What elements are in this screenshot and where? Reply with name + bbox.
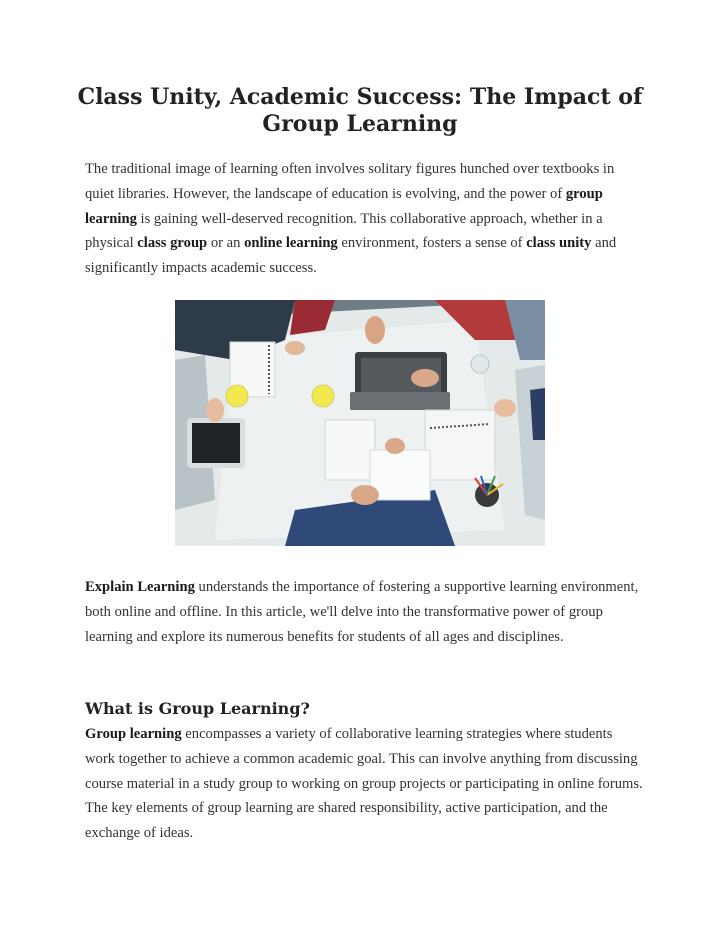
- hand-writing: [385, 438, 405, 454]
- explain-text: understands the importance of fostering a supportive learning environment, both online and offline. In this article, we'll delve into the transformative power of group learning and explore its numerous benefits for students of all ages and disciplines.: [85, 579, 639, 645]
- intro-text-4: environment, fosters a sense of: [337, 235, 527, 252]
- hand-left: [206, 398, 224, 422]
- tablet-screen: [192, 423, 240, 463]
- intro-text-1: The traditional image of learning often involves solitary figures hunched over textbooks in quiet libraries. However, the landscape of education is evolving, and the power of: [85, 161, 615, 202]
- section-bold-group-learning: Group learning: [85, 726, 182, 742]
- juice-glass-1: [226, 385, 248, 407]
- intro-bold-online-learning: online learning: [244, 235, 338, 252]
- group-study-photo: [175, 300, 545, 546]
- section-paragraph: [85, 722, 645, 846]
- section-heading: What is Group Learning?: [85, 699, 310, 718]
- hand-on-laptop: [411, 369, 439, 387]
- title-line-2: Group Learning: [262, 111, 458, 137]
- photo-illustration: [175, 300, 545, 546]
- intro-text-3: or an: [207, 235, 245, 252]
- intro-text-2: is gaining well-deserved recognition. This collaborative approach, whether in a physical: [85, 210, 603, 252]
- notebook-3: [425, 410, 495, 480]
- intro-text-5: and significantly impacts academic success.: [85, 235, 617, 277]
- juice-glass-2: [312, 385, 334, 407]
- title-line-1: Class Unity, Academic Success: The Impact of: [77, 84, 643, 110]
- intro-paragraph: [85, 157, 645, 281]
- explain-bold-brand: Explain Learning: [85, 579, 195, 595]
- hand-top-center: [365, 316, 385, 344]
- intro-bold-group-learning: group learning: [85, 185, 603, 227]
- intro-bold-class-group: class group: [137, 235, 208, 252]
- water-glass: [471, 355, 489, 373]
- section-text: encompasses a variety of collaborative learning strategies where students work together to achieve a common academic goal. This can involve anything from discussing course material in a study group to working on group projects or participating in online forums. The key elements of group learning are shared responsibility, active participation, and the exchange of ideas.: [85, 726, 643, 842]
- hand-top: [285, 341, 305, 355]
- hand-bottom: [351, 485, 379, 505]
- notebook-2: [325, 420, 375, 480]
- laptop-screen: [350, 392, 450, 410]
- hand-right: [494, 399, 516, 417]
- notebook-4: [370, 450, 430, 500]
- intro-bold-class-unity: class unity: [526, 235, 592, 252]
- explain-paragraph: [85, 575, 645, 649]
- page-title: [70, 84, 650, 138]
